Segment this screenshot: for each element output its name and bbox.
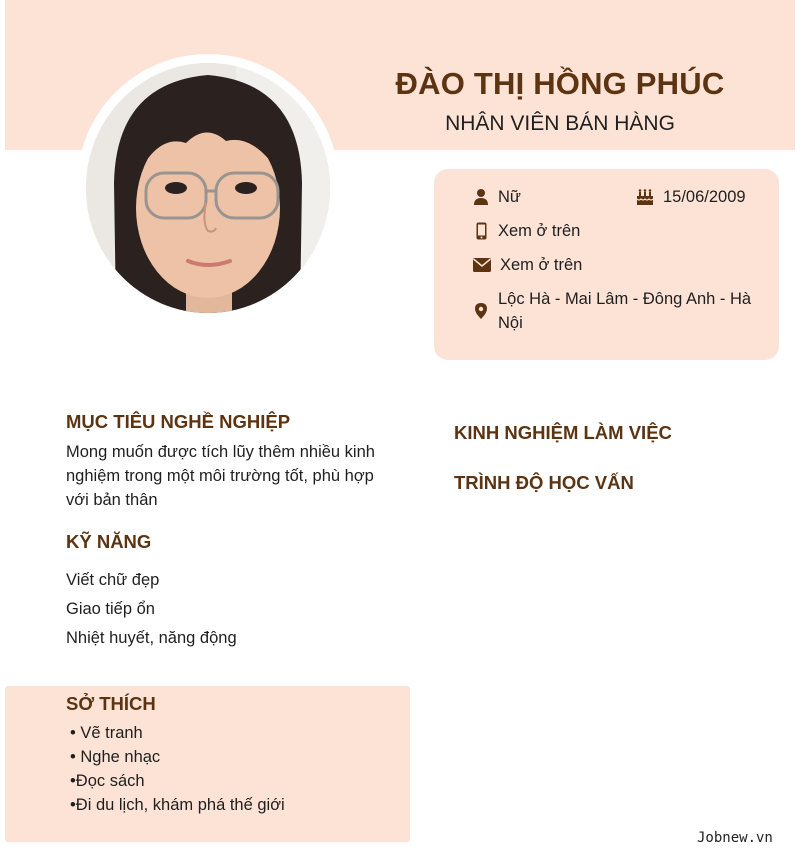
- skill-item: Viết chữ đẹp: [66, 571, 160, 589]
- career-line: Mong muốn được tích lũy thêm nhiều kinh: [66, 443, 375, 461]
- phone-icon: [473, 219, 489, 243]
- portrait-photo-icon: [86, 63, 330, 313]
- hobby-item: • Vẽ tranh: [70, 724, 143, 742]
- hobbies-title: SỞ THÍCH: [66, 693, 156, 714]
- phone-row: [473, 219, 580, 243]
- career-line: với bản thân: [66, 491, 158, 509]
- skills-title: KỸ NĂNG: [66, 531, 152, 552]
- skill-item: Giao tiếp ổn: [66, 600, 155, 618]
- email-value: Xem ở trên: [500, 256, 583, 274]
- address-value: [498, 287, 751, 335]
- work-experience-title: KINH NGHIỆM LÀM VIỆC: [454, 422, 672, 443]
- address-line-2: Nội: [498, 314, 523, 332]
- birthday-cake-icon: [636, 185, 654, 209]
- career-objective-title: MỤC TIÊU NGHỀ NGHIỆP: [66, 411, 291, 432]
- education-title: TRÌNH ĐỘ HỌC VẤN: [454, 472, 634, 493]
- birthday-value: 15/06/2009: [663, 188, 746, 206]
- map-pin-icon: [473, 287, 489, 335]
- envelope-icon: [473, 253, 491, 277]
- gender-value: Nữ: [498, 188, 521, 206]
- candidate-name: ĐÀO THỊ HỒNG PHÚC: [395, 66, 725, 101]
- career-line: nghiệm trong một môi trường tốt, phù hợp: [66, 467, 374, 485]
- job-title: NHÂN VIÊN BÁN HÀNG: [445, 112, 675, 135]
- skill-item: Nhiệt huyết, năng động: [66, 629, 237, 647]
- hobby-item: •Đi du lịch, khám phá thế giới: [70, 796, 285, 814]
- phone-value: Xem ở trên: [498, 222, 581, 240]
- hobby-item: •Đọc sách: [70, 772, 145, 790]
- email-row: [473, 253, 582, 277]
- hobby-item: • Nghe nhạc: [70, 748, 161, 766]
- avatar: [86, 63, 330, 313]
- birthday-row: [636, 185, 746, 209]
- career-objective-text: [66, 440, 406, 512]
- watermark: Jobnew.vn: [697, 830, 773, 846]
- address-line-1: Lộc Hà - Mai Lâm - Đông Anh - Hà: [498, 290, 752, 308]
- gender-row: [473, 185, 521, 209]
- user-icon: [473, 185, 489, 209]
- address-row: [473, 287, 751, 335]
